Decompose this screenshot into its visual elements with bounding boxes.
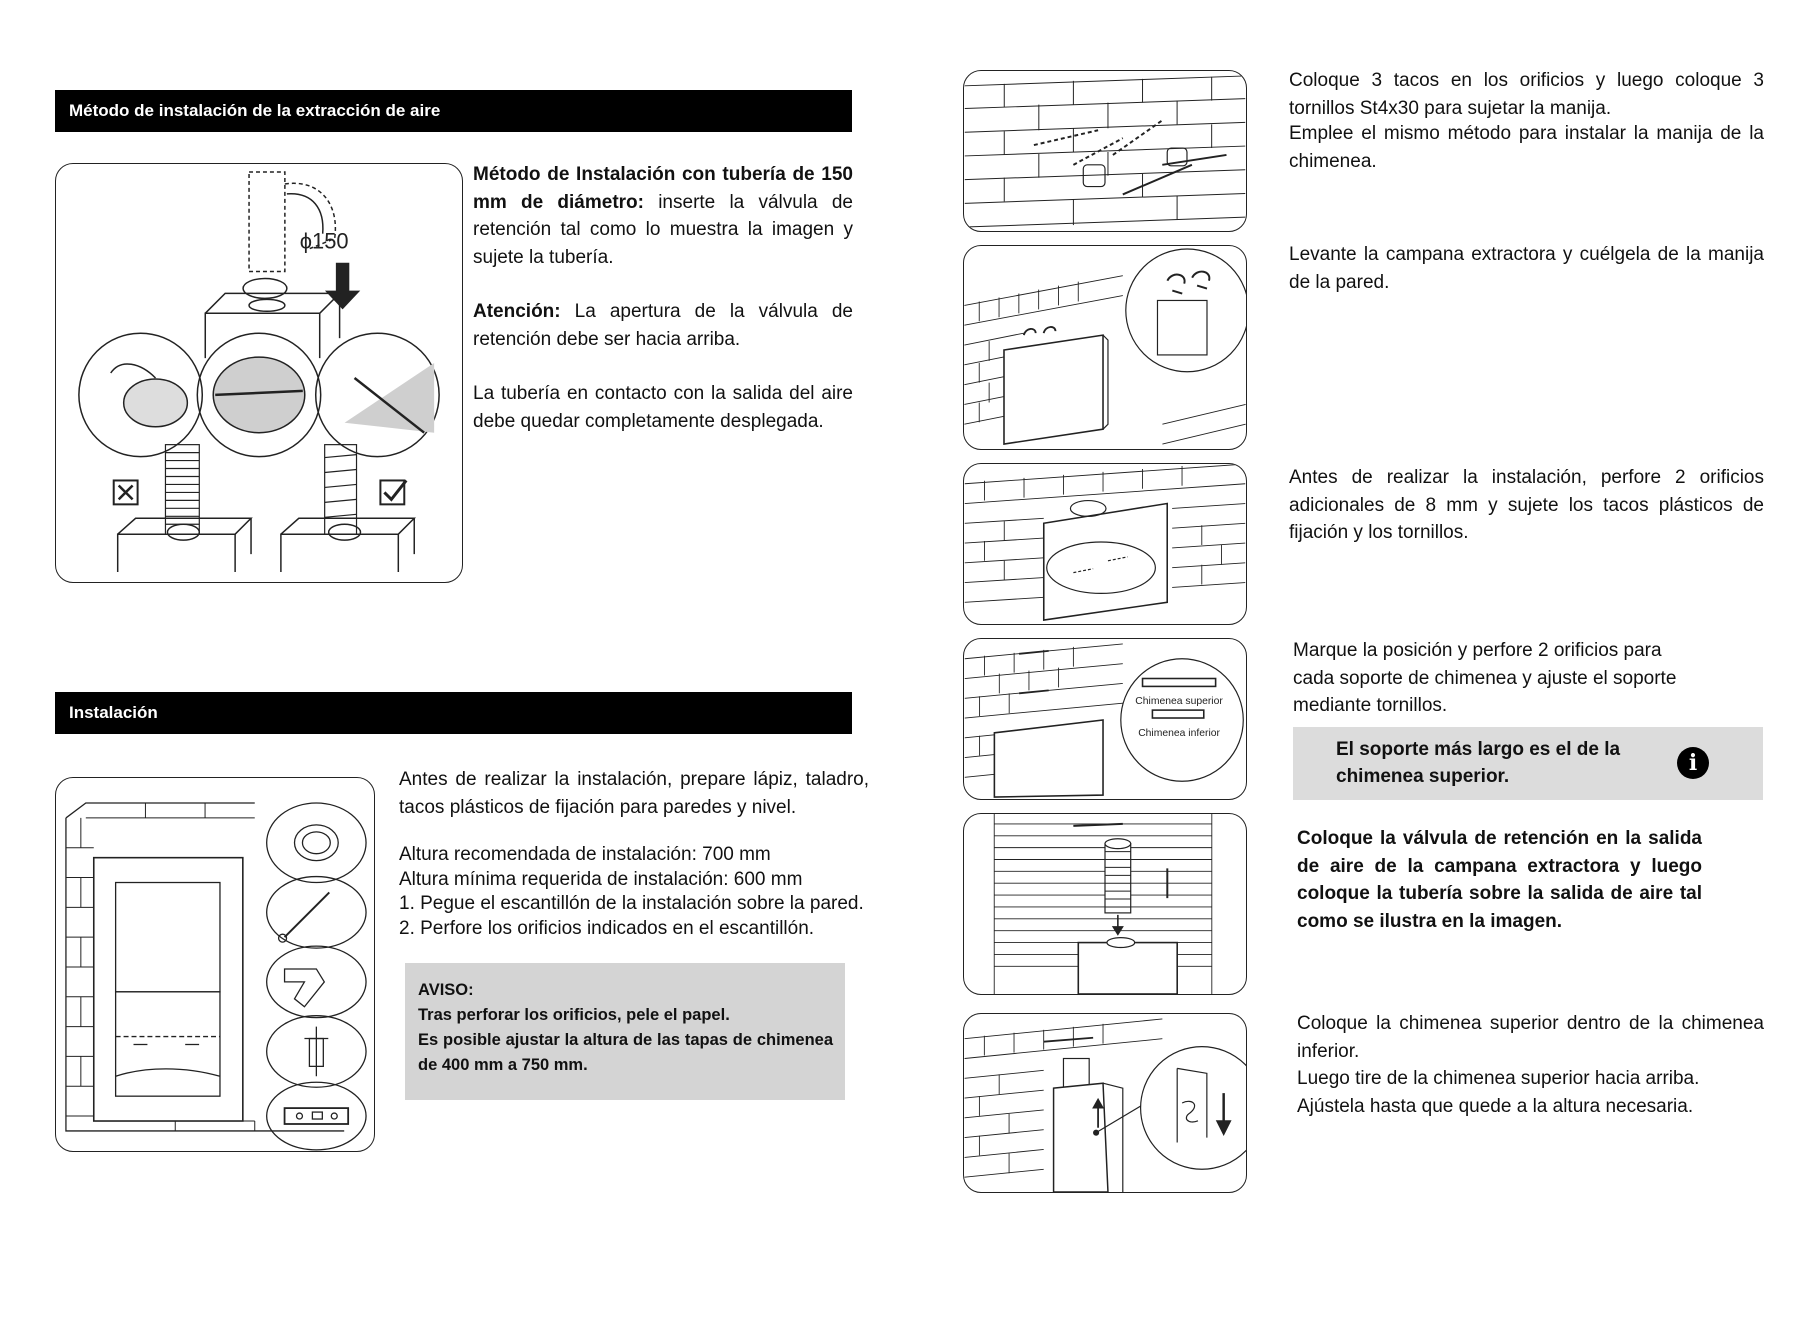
figure-check-valve [55, 163, 463, 583]
step6-line-1: Coloque la chimenea superior dentro de la chimenea inferior. [1297, 1013, 1764, 1062]
figure-wall-template [55, 777, 375, 1152]
step4-line-1: Marque la posición y perfore 2 orificios para cada soporte de chimenea y ajuste el soporte mediante tornillos. [1293, 640, 1677, 716]
installation-instructions [399, 766, 869, 942]
notice-line-1: Tras perforar los orificios, pele el papel. [418, 1006, 730, 1024]
step5-line-1: Coloque la válvula de retención en la salida de aire de la campana extractora y luego coloque la tubería sobre la salida de aire tal como se ilustra en la imagen. [1297, 828, 1702, 932]
figure-handle-mounting [963, 70, 1247, 232]
figure-extra-holes [963, 463, 1247, 625]
step-drill-holes: 2. Perfore los orificios indicados en el escantillón. [399, 917, 815, 939]
info-icon: i [1677, 747, 1709, 779]
figure-hang-hood [963, 245, 1247, 450]
attention-text: La apertura de la válvula de retención debe ser hacia arriba. [473, 301, 853, 350]
step4-text [1293, 637, 1703, 720]
pipe-method-text: inserte la válvula de retención tal como lo muestra la imagen y sujete la tubería. [473, 191, 853, 268]
check-valve-instructions [473, 161, 853, 435]
step3-text [1289, 464, 1764, 547]
preparation-text: Antes de realizar la instalación, prepare lápiz, taladro, tacos plásticos de fijación para paredes y nivel. [399, 769, 869, 818]
notice-title: AVISO: [418, 981, 474, 999]
figure-chimney-brackets [963, 638, 1247, 800]
info-note-text: El soporte más largo es el de la chimenea superior. [1336, 739, 1621, 787]
figure-pipe-on-outlet [963, 813, 1247, 995]
step1-text [1289, 67, 1764, 175]
step1-line-1: Coloque 3 tacos en los orificios y luego coloque 3 tornillos St4x30 para sujetar la manija. [1289, 70, 1764, 119]
step6-line-3: Ajústela hasta que quede a la altura necesaria. [1297, 1095, 1694, 1117]
pipe-unfold-text: La tubería en contacto con la salida del aire debe quedar completamente desplegada. [473, 383, 853, 432]
recommended-height: Altura recomendada de instalación: 700 mm [399, 844, 771, 865]
label-lower-chimney: Chimenea inferior [1138, 727, 1220, 739]
step6-text [1297, 1010, 1764, 1120]
notice-line-2: Es posible ajustar la altura de las tapas de chimenea de 400 mm a 750 mm. [418, 1031, 833, 1074]
pipe-method-heading: Método de Instalación con tubería de 150 mm de diámetro: [473, 164, 853, 213]
checkmark-icon [380, 480, 404, 504]
section-header-installation: Instalación [55, 692, 852, 734]
minimum-height: Altura mínima requerida de instalación: 600 mm [399, 868, 803, 890]
step2-line-1: Levante la campana extractora y cuélgela de la manija de la pared. [1289, 244, 1764, 293]
figure-telescopic-chimney [963, 1013, 1247, 1193]
label-upper-chimney: Chimenea superior [1135, 696, 1223, 708]
attention-label: Atención: [473, 301, 561, 322]
step6-line-2: Luego tire de la chimenea superior hacia arriba. [1297, 1068, 1700, 1089]
step3-line-1: Antes de realizar la instalación, perfore 2 orificios adicionales de 8 mm y sujete los tacos plásticos de fijación y los tornillos. [1289, 467, 1764, 543]
step2-text [1289, 241, 1764, 296]
diameter-label: ϕ150 [299, 228, 349, 254]
step1-line-2: Emplee el mismo método para instalar la manija de la chimenea. [1289, 123, 1764, 172]
section-header-air-extraction: Método de instalación de la extracción de aire [55, 90, 852, 132]
step5-text [1297, 825, 1702, 935]
notice-box [405, 963, 845, 1100]
step-stick-template: 1. Pegue el escantillón de la instalación sobre la pared. [399, 893, 864, 914]
